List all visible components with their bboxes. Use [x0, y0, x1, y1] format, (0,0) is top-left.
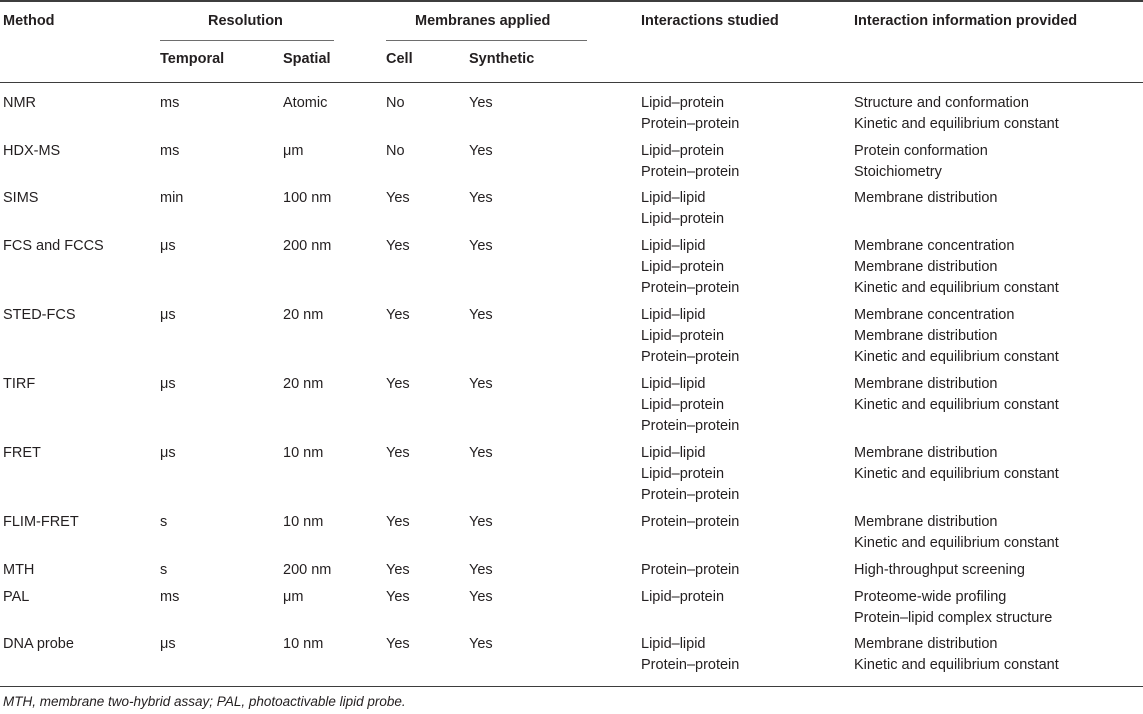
cell-spatial: Atomic — [283, 95, 328, 111]
cell-method: SIMS — [3, 190, 39, 206]
cell-info — [854, 236, 1059, 299]
interaction-line: Lipid–lipid — [641, 307, 706, 323]
cell-synthetic: Yes — [469, 562, 493, 578]
header-membranes-applied: Membranes applied — [415, 13, 551, 29]
cell-synthetic: Yes — [469, 636, 493, 652]
cell-interactions — [641, 512, 739, 533]
interaction-line: Lipid–protein — [641, 143, 725, 159]
cell-temporal: min — [160, 190, 184, 206]
cell-spatial: 20 nm — [283, 307, 324, 323]
cell-cell: Yes — [386, 445, 410, 461]
cell-spatial: 200 nm — [283, 238, 332, 254]
cell-spatial: 20 nm — [283, 376, 324, 392]
interaction-line: Protein–protein — [641, 280, 740, 296]
cell-info — [854, 512, 1059, 554]
cell-temporal: ms — [160, 95, 180, 111]
cell-interactions — [641, 634, 739, 676]
cell-temporal: μs — [160, 445, 176, 461]
cell-synthetic: Yes — [469, 307, 493, 323]
interaction-line: Protein–protein — [641, 487, 740, 503]
cell-temporal: s — [160, 514, 168, 530]
cell-method: PAL — [3, 589, 30, 605]
info-line: Membrane distribution — [854, 514, 998, 530]
cell-spatial: 10 nm — [283, 636, 324, 652]
interaction-line: Protein–protein — [641, 116, 740, 132]
interaction-line: Lipid–protein — [641, 328, 725, 344]
interaction-line: Lipid–protein — [641, 211, 725, 227]
interaction-line: Lipid–protein — [641, 259, 725, 275]
interaction-line: Protein–protein — [641, 164, 740, 180]
cell-info — [854, 587, 1052, 629]
cell-interactions — [641, 305, 739, 368]
cell-temporal: μs — [160, 238, 176, 254]
interaction-line: Lipid–protein — [641, 466, 725, 482]
info-line: Kinetic and equilibrium constant — [854, 466, 1059, 482]
info-line: Membrane concentration — [854, 238, 1015, 254]
cell-temporal: μs — [160, 376, 176, 392]
cell-cell: Yes — [386, 307, 410, 323]
info-line: Kinetic and equilibrium constant — [854, 280, 1059, 296]
header-interactions-studied: Interactions studied — [641, 13, 779, 29]
cell-interactions — [641, 141, 739, 183]
cell-method: MTH — [3, 562, 35, 578]
cell-info — [854, 443, 1059, 485]
table-footnote: MTH, membrane two-hybrid assay; PAL, photoactivable lipid probe. — [3, 694, 406, 709]
info-line: Membrane concentration — [854, 307, 1015, 323]
cell-spatial: 10 nm — [283, 514, 324, 530]
cell-temporal: s — [160, 562, 168, 578]
interaction-line: Lipid–lipid — [641, 445, 706, 461]
cell-method: TIRF — [3, 376, 36, 392]
info-line: Membrane distribution — [854, 376, 998, 392]
interaction-line: Lipid–lipid — [641, 376, 706, 392]
info-line: Structure and conformation — [854, 95, 1029, 111]
cell-synthetic: Yes — [469, 514, 493, 530]
cell-cell: No — [386, 95, 405, 111]
cell-synthetic: Yes — [469, 143, 493, 159]
cell-info — [854, 93, 1059, 135]
info-line: Kinetic and equilibrium constant — [854, 116, 1059, 132]
info-line: Membrane distribution — [854, 190, 998, 206]
info-line: Proteome-wide profiling — [854, 589, 1007, 605]
cell-cell: Yes — [386, 238, 410, 254]
cell-cell: Yes — [386, 514, 410, 530]
cell-synthetic: Yes — [469, 238, 493, 254]
interaction-line: Protein–protein — [641, 418, 740, 434]
cell-info — [854, 141, 988, 183]
cell-spatial: 100 nm — [283, 190, 332, 206]
header-spatial: Spatial — [283, 51, 331, 67]
header-cell: Cell — [386, 51, 413, 67]
info-line: Kinetic and equilibrium constant — [854, 535, 1059, 551]
cell-method: NMR — [3, 95, 37, 111]
info-line: Protein–lipid complex structure — [854, 610, 1053, 626]
header-interaction-information: Interaction information provided — [854, 13, 1078, 29]
interaction-line: Lipid–protein — [641, 95, 725, 111]
cell-spatial: μm — [283, 143, 304, 159]
header-temporal: Temporal — [160, 51, 225, 67]
table-bottom-rule — [0, 686, 1143, 687]
cell-temporal: μs — [160, 636, 176, 652]
cell-cell: Yes — [386, 589, 410, 605]
cell-synthetic: Yes — [469, 95, 493, 111]
cell-temporal: μs — [160, 307, 176, 323]
cell-temporal: ms — [160, 143, 180, 159]
cell-info — [854, 634, 1059, 676]
interaction-line: Lipid–lipid — [641, 190, 706, 206]
info-line: Membrane distribution — [854, 259, 998, 275]
cell-cell: Yes — [386, 636, 410, 652]
header-resolution: Resolution — [208, 13, 283, 29]
info-line: Stoichiometry — [854, 164, 942, 180]
cell-method: HDX-MS — [3, 143, 61, 159]
cell-interactions — [641, 374, 739, 437]
cell-cell: Yes — [386, 376, 410, 392]
cell-synthetic: Yes — [469, 589, 493, 605]
cell-cell: No — [386, 143, 405, 159]
header-bottom-rule — [0, 82, 1143, 83]
header-method: Method — [3, 13, 55, 29]
cell-method: FRET — [3, 445, 41, 461]
info-line: Membrane distribution — [854, 445, 998, 461]
header-synthetic: Synthetic — [469, 51, 535, 67]
interaction-line: Lipid–lipid — [641, 238, 706, 254]
interaction-line: Lipid–protein — [641, 589, 725, 605]
cell-spatial: μm — [283, 589, 304, 605]
cell-interactions — [641, 236, 739, 299]
cell-info — [854, 374, 1059, 416]
cell-method: FLIM-FRET — [3, 514, 79, 530]
info-line: Protein conformation — [854, 143, 988, 159]
interaction-line: Protein–protein — [641, 514, 740, 530]
cell-method: DNA probe — [3, 636, 74, 652]
info-line: Membrane distribution — [854, 636, 998, 652]
cell-temporal: ms — [160, 589, 180, 605]
cell-spatial: 10 nm — [283, 445, 324, 461]
info-line: Kinetic and equilibrium constant — [854, 397, 1059, 413]
cell-cell: Yes — [386, 190, 410, 206]
cell-interactions — [641, 587, 724, 608]
membranes-subrule — [386, 40, 587, 41]
info-line: High-throughput screening — [854, 562, 1025, 578]
interaction-line: Lipid–protein — [641, 397, 725, 413]
cell-info — [854, 188, 997, 209]
cell-method: STED-FCS — [3, 307, 76, 323]
interaction-line: Protein–protein — [641, 657, 740, 673]
interaction-line: Protein–protein — [641, 562, 740, 578]
resolution-subrule — [160, 40, 334, 41]
info-line: Kinetic and equilibrium constant — [854, 349, 1059, 365]
cell-spatial: 200 nm — [283, 562, 332, 578]
cell-interactions — [641, 443, 739, 506]
cell-synthetic: Yes — [469, 445, 493, 461]
cell-info — [854, 560, 1025, 581]
info-line: Membrane distribution — [854, 328, 998, 344]
cell-interactions — [641, 93, 739, 135]
cell-interactions — [641, 560, 739, 581]
cell-synthetic: Yes — [469, 376, 493, 392]
interaction-line: Lipid–lipid — [641, 636, 706, 652]
cell-method: FCS and FCCS — [3, 238, 104, 254]
table-top-rule — [0, 0, 1143, 2]
cell-interactions — [641, 188, 724, 230]
interaction-line: Protein–protein — [641, 349, 740, 365]
cell-synthetic: Yes — [469, 190, 493, 206]
cell-info — [854, 305, 1059, 368]
cell-cell: Yes — [386, 562, 410, 578]
info-line: Kinetic and equilibrium constant — [854, 657, 1059, 673]
